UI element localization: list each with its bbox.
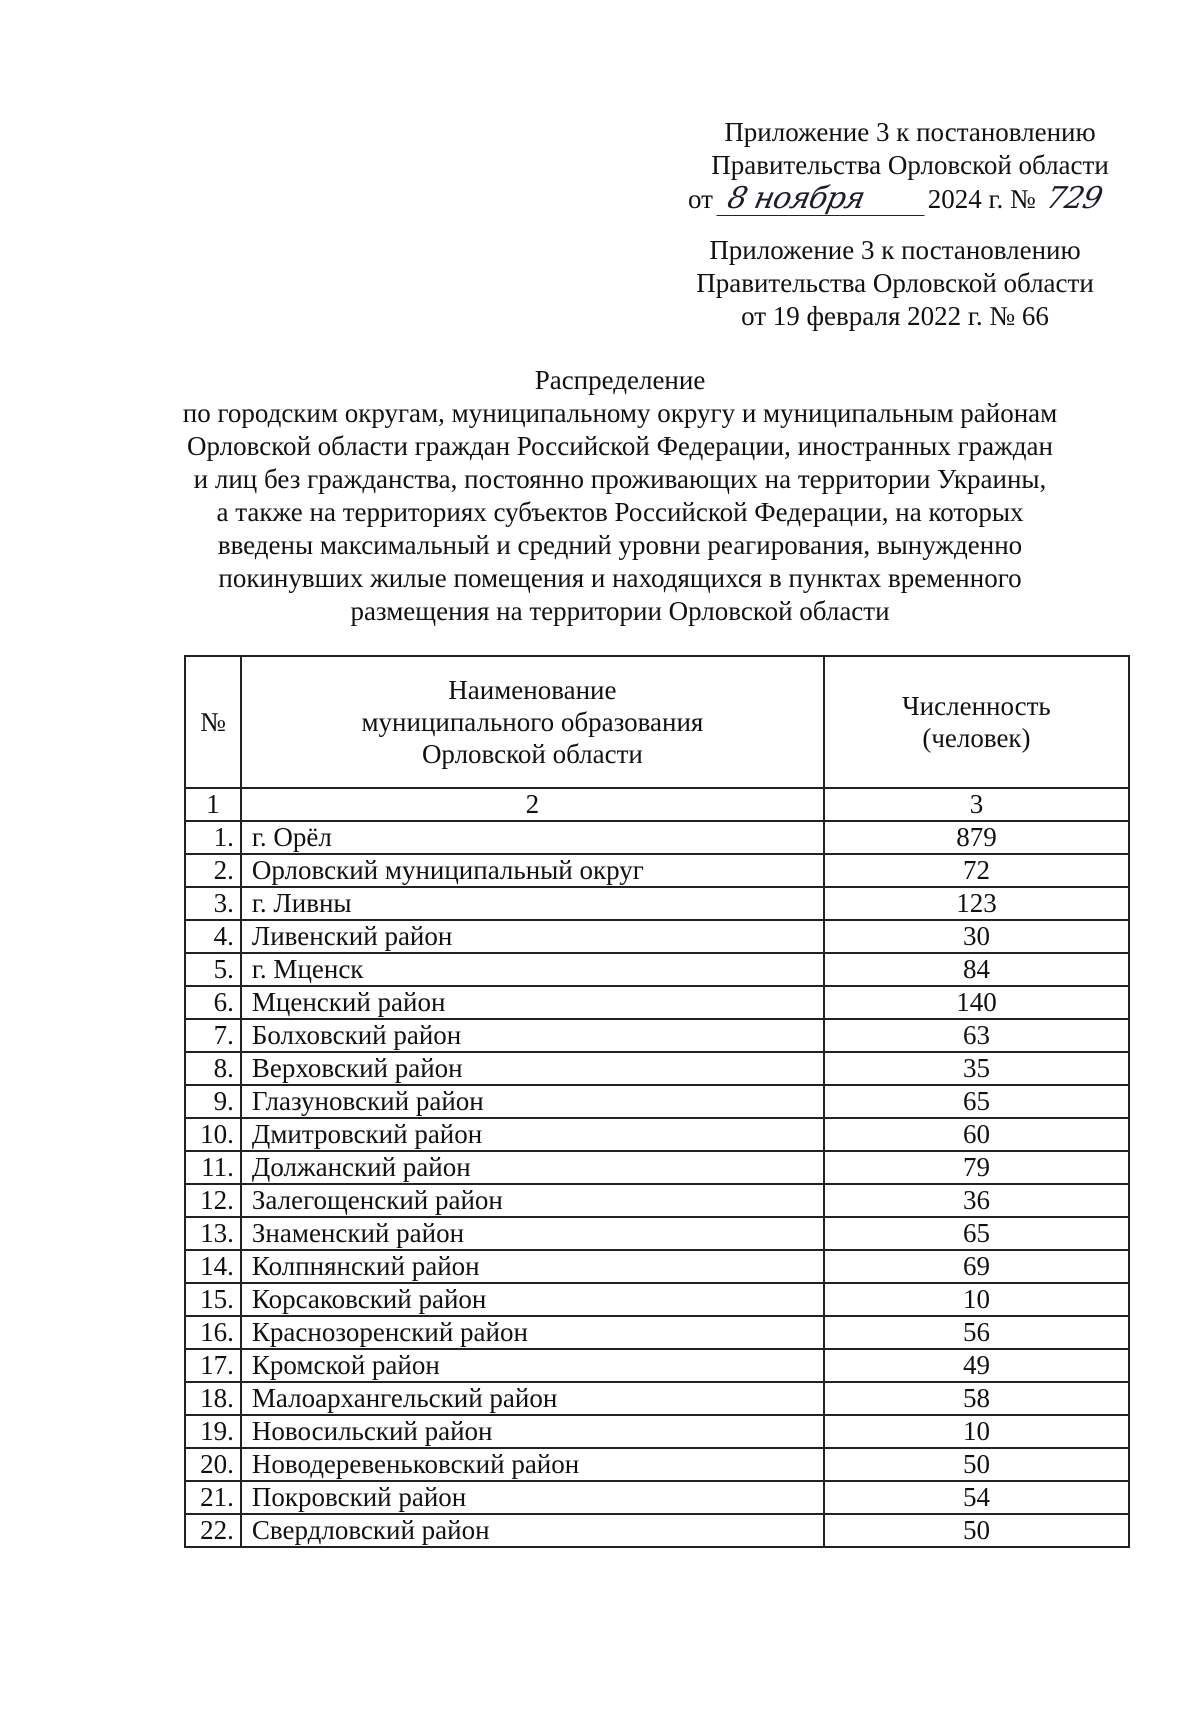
title-line: покинувших жилые помещения и находящихся в пунктах временного — [218, 563, 1022, 593]
column-index-cell: 3 — [824, 788, 1129, 821]
municipality-name-cell: Знаменский район — [241, 1217, 824, 1250]
table-row — [185, 1349, 1129, 1382]
header-count-line: (человек) — [922, 723, 1031, 753]
municipality-name-cell: Должанский район — [241, 1151, 824, 1184]
table-row — [185, 1316, 1129, 1349]
row-number-cell: 8. — [185, 1052, 241, 1085]
population-count-cell: 140 — [824, 986, 1129, 1019]
row-number-cell: 22. — [185, 1514, 241, 1547]
municipality-name-cell: Верховский район — [241, 1052, 824, 1085]
handwritten-number: 729 — [1042, 181, 1105, 216]
row-number-cell: 17. — [185, 1349, 241, 1382]
municipality-name-cell: Новосильский район — [241, 1415, 824, 1448]
row-number-cell: 1. — [185, 821, 241, 854]
table-row — [185, 1019, 1129, 1052]
municipality-name-cell: Орловский муниципальный округ — [241, 854, 824, 887]
row-number-cell: 20. — [185, 1448, 241, 1481]
table-row — [185, 821, 1129, 854]
table-row — [185, 854, 1129, 887]
row-number-cell: 4. — [185, 920, 241, 953]
distribution-table — [184, 655, 1130, 1548]
population-count-cell: 65 — [824, 1085, 1129, 1118]
row-number-cell: 10. — [185, 1118, 241, 1151]
population-count-cell: 69 — [824, 1250, 1129, 1283]
row-number-cell: 13. — [185, 1217, 241, 1250]
population-count-cell: 54 — [824, 1481, 1129, 1514]
municipality-name-cell: Краснозоренский район — [241, 1316, 824, 1349]
municipality-name-cell: Дмитровский район — [241, 1118, 824, 1151]
row-number-cell: 21. — [185, 1481, 241, 1514]
appendix-header-new — [670, 116, 1150, 216]
header-count — [824, 656, 1129, 788]
population-count-cell: 60 — [824, 1118, 1129, 1151]
table-body — [185, 788, 1129, 1547]
column-index-cell: 2 — [241, 788, 824, 821]
municipality-name-cell: Мценский район — [241, 986, 824, 1019]
row-number-cell: 18. — [185, 1382, 241, 1415]
table-row — [185, 887, 1129, 920]
title-line: размещения на территории Орловской области — [350, 596, 890, 626]
population-count-cell: 63 — [824, 1019, 1129, 1052]
table-row — [185, 1283, 1129, 1316]
municipality-name-cell: Покровский район — [241, 1481, 824, 1514]
table-row — [185, 1382, 1129, 1415]
appendix-new-line2: Правительства Орловской области — [711, 150, 1109, 180]
population-count-cell: 35 — [824, 1052, 1129, 1085]
row-number-cell: 5. — [185, 953, 241, 986]
row-number-cell: 9. — [185, 1085, 241, 1118]
appendix-old-line2: Правительства Орловской области — [696, 268, 1094, 298]
municipality-name-cell: Новодеревеньковский район — [241, 1448, 824, 1481]
municipality-name-cell: Колпнянский район — [241, 1250, 824, 1283]
table-row — [185, 1415, 1129, 1448]
year-text: 2024 г. № — [927, 184, 1036, 214]
date-prefix: от — [688, 184, 713, 214]
row-number-cell: 15. — [185, 1283, 241, 1316]
population-count-cell: 30 — [824, 920, 1129, 953]
municipality-name-cell: Малоархангельский район — [241, 1382, 824, 1415]
municipality-name-cell: Болховский район — [241, 1019, 824, 1052]
table-row — [185, 1052, 1129, 1085]
table-row — [185, 1514, 1129, 1547]
population-count-cell: 79 — [824, 1151, 1129, 1184]
population-count-cell: 72 — [824, 854, 1129, 887]
municipality-name-cell: Кромской район — [241, 1349, 824, 1382]
population-count-cell: 49 — [824, 1349, 1129, 1382]
column-index-cell: 1 — [185, 788, 241, 821]
population-count-cell: 123 — [824, 887, 1129, 920]
municipality-name-cell: Свердловский район — [241, 1514, 824, 1547]
municipality-name-cell: Залегощенский район — [241, 1184, 824, 1217]
population-count-cell: 879 — [824, 821, 1129, 854]
municipality-name-cell: Ливенский район — [241, 920, 824, 953]
header-name-line: Орловской области — [421, 739, 643, 769]
table-row — [185, 1448, 1129, 1481]
appendix-header-old — [655, 234, 1135, 333]
row-number-cell: 16. — [185, 1316, 241, 1349]
handwritten-date: 8 ноября — [716, 182, 931, 216]
title-line: введены максимальный и средний уровни реагирования, вынужденно — [217, 530, 1023, 560]
population-count-cell: 58 — [824, 1382, 1129, 1415]
population-count-cell: 56 — [824, 1316, 1129, 1349]
table-header-row — [185, 656, 1129, 788]
municipality-name-cell: г. Ливны — [241, 887, 824, 920]
row-number-cell: 3. — [185, 887, 241, 920]
population-count-cell: 10 — [824, 1415, 1129, 1448]
header-name-line: муниципального образования — [361, 707, 704, 737]
appendix-new-date-line — [670, 182, 1150, 216]
table-row — [185, 1217, 1129, 1250]
column-index-row — [185, 788, 1129, 821]
municipality-name-cell: Корсаковский район — [241, 1283, 824, 1316]
table-row — [185, 1151, 1129, 1184]
row-number-cell: 12. — [185, 1184, 241, 1217]
table-row — [185, 986, 1129, 1019]
population-count-cell: 50 — [824, 1514, 1129, 1547]
row-number-cell: 19. — [185, 1415, 241, 1448]
title-line: по городским округам, муниципальному округу и муниципальным районам — [182, 398, 1058, 428]
header-name-line: Наименование — [448, 675, 617, 705]
title-line: Орловской области граждан Российской Федерации, иностранных граждан — [187, 431, 1053, 461]
municipality-name-cell: Глазуновский район — [241, 1085, 824, 1118]
row-number-cell: 11. — [185, 1151, 241, 1184]
table-row — [185, 1118, 1129, 1151]
table-row — [185, 920, 1129, 953]
population-count-cell: 10 — [824, 1283, 1129, 1316]
municipality-name-cell: г. Мценск — [241, 953, 824, 986]
row-number-cell: 7. — [185, 1019, 241, 1052]
population-count-cell: 65 — [824, 1217, 1129, 1250]
appendix-old-line3: от 19 февраля 2022 г. № 66 — [741, 301, 1049, 331]
population-count-cell: 50 — [824, 1448, 1129, 1481]
title-line: и лиц без гражданства, постоянно проживающих на территории Украины, — [193, 464, 1047, 494]
table-row — [185, 1085, 1129, 1118]
table-row — [185, 1184, 1129, 1217]
title-line: Распределение — [534, 365, 706, 395]
row-number-cell: 2. — [185, 854, 241, 887]
header-num: № — [185, 656, 241, 788]
table-row — [185, 1250, 1129, 1283]
population-count-cell: 36 — [824, 1184, 1129, 1217]
title-line: а также на территориях субъектов Российской Федерации, на которых — [216, 497, 1024, 527]
population-count-cell: 84 — [824, 953, 1129, 986]
appendix-new-line1: Приложение 3 к постановлению — [724, 117, 1096, 147]
row-number-cell: 6. — [185, 986, 241, 1019]
header-name — [241, 656, 824, 788]
header-count-line: Численность — [902, 691, 1051, 721]
document-title — [150, 364, 1090, 628]
row-number-cell: 14. — [185, 1250, 241, 1283]
table-row — [185, 953, 1129, 986]
appendix-old-line1: Приложение 3 к постановлению — [709, 235, 1081, 265]
municipality-name-cell: г. Орёл — [241, 821, 824, 854]
table-row — [185, 1481, 1129, 1514]
